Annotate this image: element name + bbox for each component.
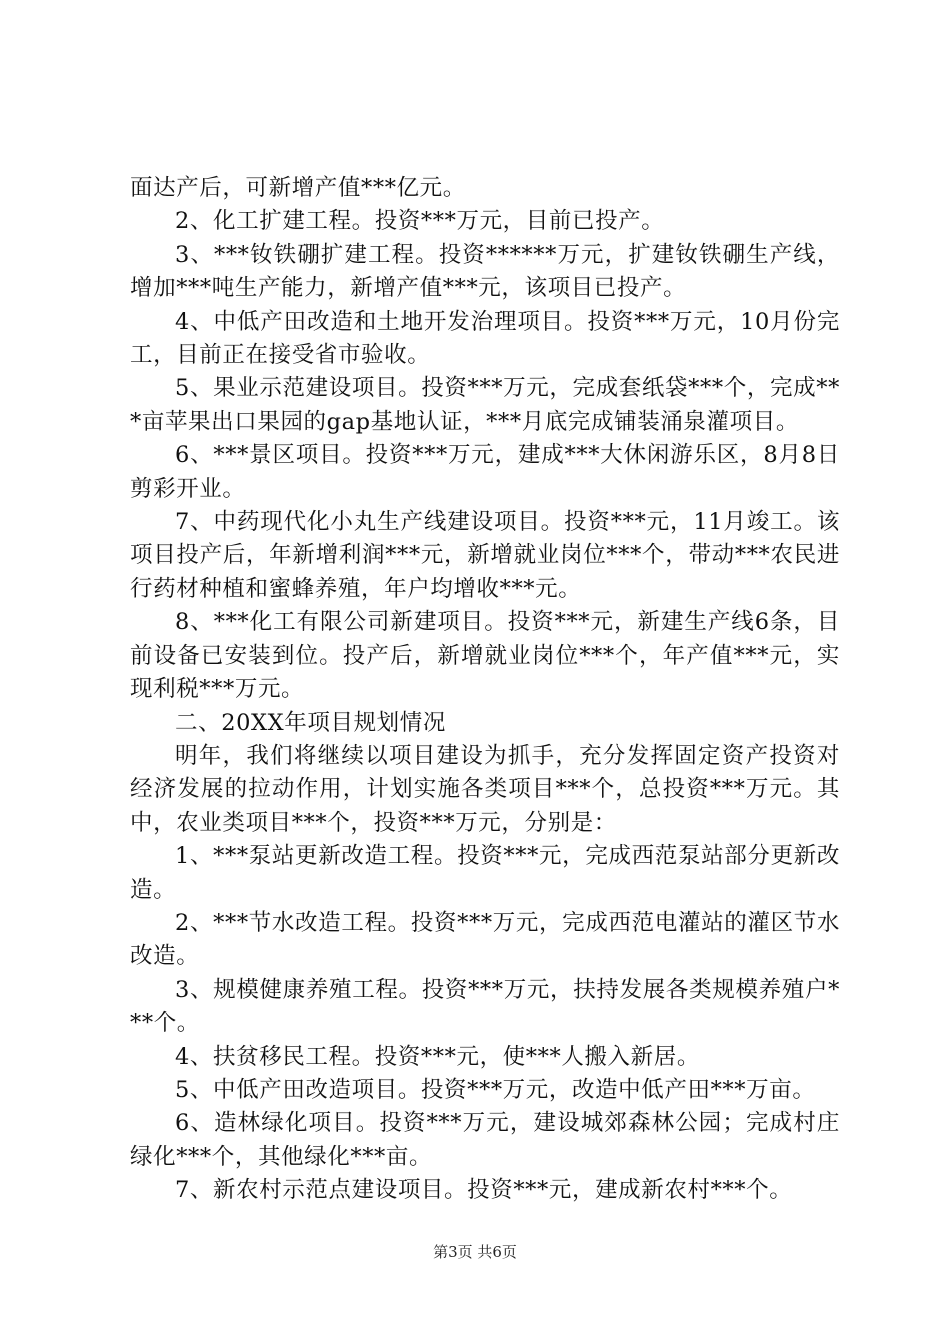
paragraph-item-7-pill-production: 7、中药现代化小丸生产线建设项目。投资***元，11月竣工。该项目投产后，年新增利润***元，新增就业岗位***个，带动***农民进行药材种植和蜜蜂养殖，年户均增收***元。 (130, 509, 840, 602)
paragraph-plan-intro: 明年，我们将继续以项目建设为抓手，充分发挥固定资产投资对经济发展的拉动作用，计划实施各类项目***个，总投资***万元。其中，农业类项目***个，投资***万元，分别是： (130, 742, 840, 836)
paragraph-continuation: 面达产后，可新增产值***亿元。 (130, 175, 466, 201)
paragraph-plan-item-5-farmland: 5、中低产田改造项目。投资***万元，改造中低产田***万亩。 (175, 1076, 816, 1103)
page-number-label: 第3页 共6页 (433, 1243, 517, 1261)
paragraph-item-2-chemical-expansion: 2、化工扩建工程。投资***万元，目前已投产。 (175, 208, 665, 235)
paragraph-plan-item-4-relocation: 4、扶贫移民工程。投资***元，使***人搬入新居。 (175, 1043, 700, 1070)
paragraph-item-3-ndfeb-expansion: 3、***钕铁硼扩建工程。投资******万元，扩建钕铁硼生产线，增加***吨生产能力，新增产值***元，该项目已投产。 (130, 241, 840, 302)
document-body (130, 172, 840, 1208)
paragraph-item-8-chemical-company: 8、***化工有限公司新建项目。投资***元，新建生产线6条，目前设备已安装到位。投产后，新增就业岗位***个，年产值***元，实现利税***万元。 (130, 609, 840, 703)
paragraph-plan-item-1-pump-station: 1、***泵站更新改造工程。投资***元，完成西范泵站部分更新改造。 (130, 843, 840, 903)
paragraph-plan-item-3-breeding: 3、规模健康养殖工程。投资***万元，扶持发展各类规模养殖户***个。 (130, 976, 840, 1037)
paragraph-item-6-scenic-area: 6、***景区项目。投资***万元，建成***大休闲游乐区，8月8日剪彩开业。 (130, 442, 840, 502)
paragraph-plan-item-2-water-saving: 2、***节水改造工程。投资***万元，完成西范电灌站的灌区节水改造。 (130, 909, 840, 970)
paragraph-plan-item-6-afforestation: 6、造林绿化项目。投资***万元，建设城郊森林公园；完成村庄绿化***个，其他绿化***亩。 (130, 1110, 840, 1170)
paragraph-plan-item-7-new-village: 7、新农村示范点建设项目。投资***元，建成新农村***个。 (175, 1177, 793, 1204)
page-footer (0, 1242, 950, 1262)
paragraph-item-4-farmland-renovation: 4、中低产田改造和土地开发治理项目。投资***万元，10月份完工，目前正在接受省市验收。 (130, 308, 840, 369)
paragraph-item-5-orchard-demo: 5、果业示范建设项目。投资***万元，完成套纸袋***个，完成***亩苹果出口果园的gap基地认证，***月底完成铺装涌泉灌项目。 (130, 375, 840, 435)
section-heading-project-plan: 二、20XX年项目规划情况 (175, 709, 446, 736)
